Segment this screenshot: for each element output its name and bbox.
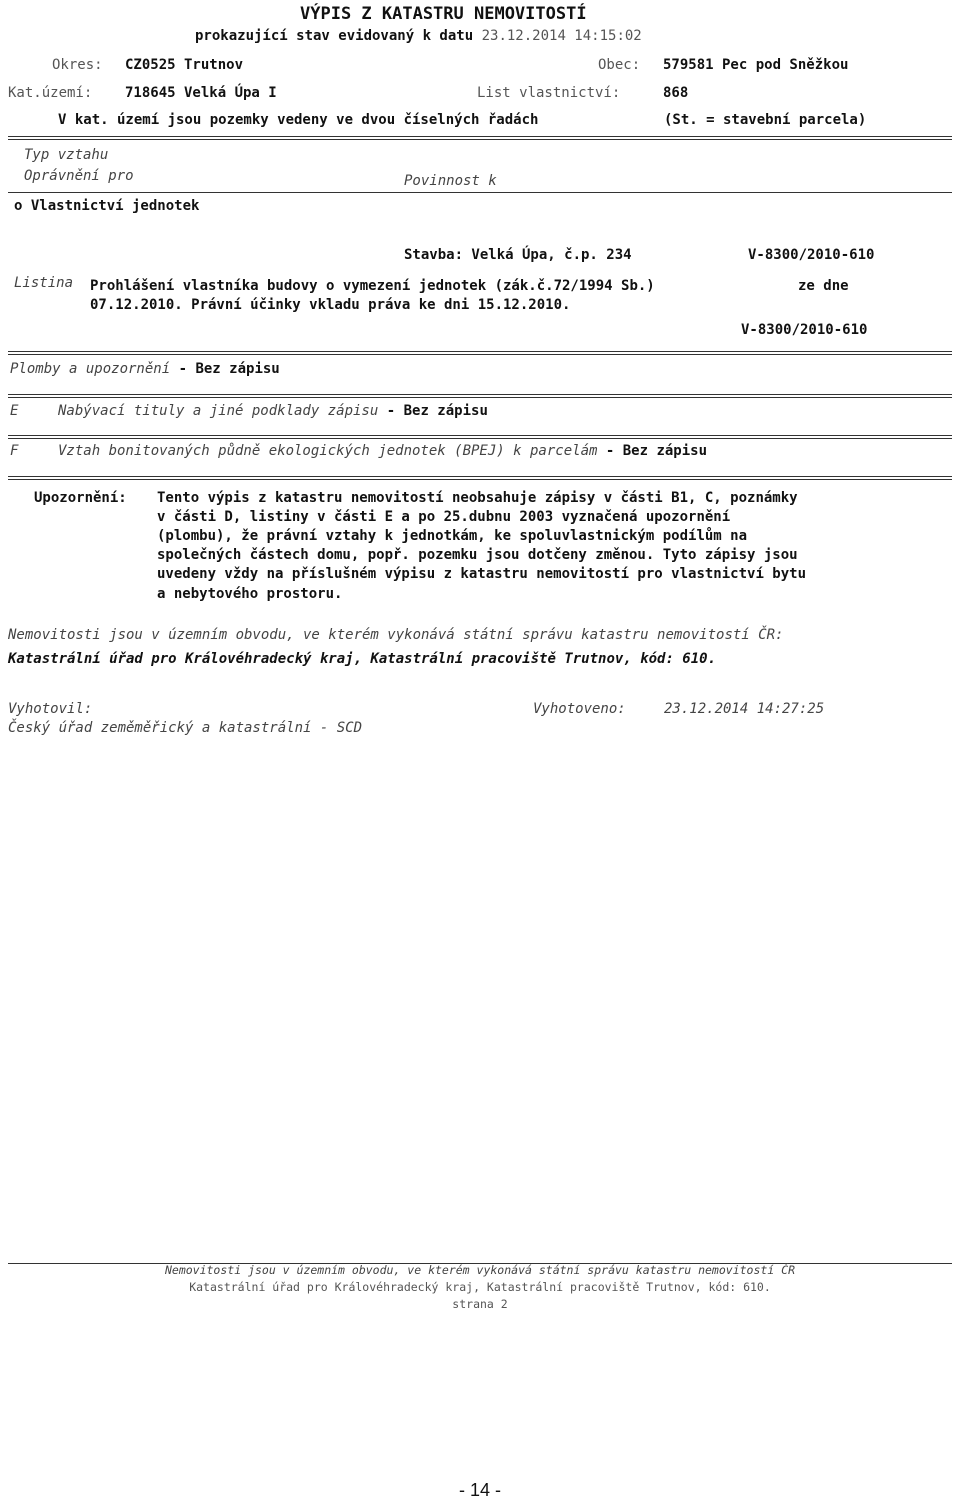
obec-label: Obec: bbox=[598, 57, 641, 73]
notice-line: společných částech domu, popř. pozemku jsou dotčeny změnou. Tyto zápisy jsou bbox=[157, 547, 798, 563]
notice-line: (plombu), že právní vztahy k jednotkám, ke spoluvlastnickým podílům na bbox=[157, 528, 748, 544]
divider bbox=[8, 136, 952, 137]
listina-label: Listina bbox=[14, 275, 74, 291]
notice-line: v části D, listiny v části E a po 25.dubnu 2003 vyznačená upozornění bbox=[157, 509, 731, 525]
divider bbox=[8, 438, 952, 439]
vkat-note: V kat. území jsou pozemky vedeny ve dvou číselných řadách bbox=[58, 112, 539, 128]
page-number: - 14 - bbox=[458, 1480, 501, 1500]
section-e-label: Nabývací tituly a jiné podklady zápisu bbox=[58, 403, 379, 419]
katuzemi-value: 718645 Velká Úpa I bbox=[125, 85, 277, 101]
section-e-value: - Bez zápisu bbox=[386, 403, 488, 419]
notice-label: Upozornění: bbox=[34, 490, 127, 506]
stavba-ref: V-8300/2010-610 bbox=[748, 247, 875, 263]
plomby-label: Plomby a upozornění bbox=[10, 361, 171, 377]
section-f-letter: F bbox=[10, 443, 19, 459]
okres-value: CZ0525 Trutnov bbox=[125, 57, 244, 73]
subtitle-text: prokazující stav evidovaný k datu bbox=[195, 28, 474, 44]
plomby-value: - Bez zápisu bbox=[178, 361, 280, 377]
opravneni-label: Oprávnění pro bbox=[24, 168, 134, 184]
subtitle-date: 23.12.2014 14:15:02 bbox=[481, 28, 642, 44]
divider bbox=[8, 354, 952, 355]
divider bbox=[8, 397, 952, 398]
footer-line1: Nemovitosti jsou v územním obvodu, ve kterém vykonává státní správu katastru nemovitostí ČR bbox=[164, 1263, 796, 1277]
listina-ze-dne: ze dne bbox=[798, 278, 849, 294]
footer-block bbox=[0, 1262, 960, 1313]
prepared-by-value: Český úřad zeměměřický a katastrální - SCD bbox=[8, 720, 363, 736]
lv-value: 868 bbox=[663, 85, 689, 101]
stavba-line: Stavba: Velká Úpa, č.p. 234 bbox=[404, 247, 632, 263]
katuzemi-label: Kat.území: bbox=[8, 85, 93, 101]
notice-line: a nebytového prostoru. bbox=[157, 586, 343, 602]
obec-value: 579581 Pec pod Sněžkou bbox=[663, 57, 849, 73]
prepared-date-value: 23.12.2014 14:27:25 bbox=[664, 701, 825, 717]
vlastnictvi-item: o Vlastnictví jednotek bbox=[14, 198, 200, 214]
prepared-date-label: Vyhotoveno: bbox=[533, 701, 626, 717]
notice-line: uvedeny vždy na příslušném výpisu z katastru nemovitostí pro vlastnictví bytu bbox=[157, 566, 807, 582]
office-line2: Katastrální úřad pro Královéhradecký kraj, Katastrální pracoviště Trutnov, kód: 610. bbox=[8, 651, 717, 667]
document-subtitle bbox=[195, 28, 642, 44]
divider bbox=[8, 351, 952, 352]
section-e-row bbox=[58, 403, 488, 419]
section-f-value: - Bez zápisu bbox=[605, 443, 708, 459]
prepared-by-label: Vyhotovil: bbox=[8, 701, 93, 717]
section-e-letter: E bbox=[10, 403, 19, 419]
divider bbox=[8, 479, 952, 480]
divider bbox=[8, 139, 952, 140]
footer-page-label: strana 2 bbox=[452, 1297, 508, 1311]
lv-label: List vlastnictví: bbox=[477, 85, 621, 101]
listina-line2: 07.12.2010. Právní účinky vkladu práva ke dni 15.12.2010. bbox=[90, 297, 571, 313]
section-f-label: Vztah bonitovaných půdně ekologických jednotek (BPEJ) k parcelám bbox=[58, 443, 598, 459]
plomby-row bbox=[10, 361, 280, 377]
listina-line1: Prohlášení vlastníka budovy o vymezení jednotek (zák.č.72/1994 Sb.) bbox=[90, 278, 655, 294]
divider bbox=[8, 394, 952, 395]
listina-ref: V-8300/2010-610 bbox=[741, 322, 868, 338]
divider bbox=[8, 476, 952, 477]
office-line1: Nemovitosti jsou v územním obvodu, ve kterém vykonává státní správu katastru nemovitostí ČR: bbox=[8, 627, 784, 643]
document-title: VÝPIS Z KATASTRU NEMOVITOSTÍ bbox=[300, 4, 587, 24]
povinnost-label: Povinnost k bbox=[404, 173, 497, 189]
typ-vztahu-label: Typ vztahu bbox=[24, 147, 109, 163]
stavebni-parcela-note: (St. = stavební parcela) bbox=[664, 112, 867, 128]
divider bbox=[8, 192, 952, 193]
footer-line2: Katastrální úřad pro Královéhradecký kraj, Katastrální pracoviště Trutnov, kód: 610. bbox=[189, 1280, 771, 1294]
okres-label: Okres: bbox=[52, 57, 103, 73]
notice-line: Tento výpis z katastru nemovitostí neobsahuje zápisy v části B1, C, poznámky bbox=[157, 490, 798, 506]
divider bbox=[8, 435, 952, 436]
section-f-row bbox=[58, 443, 707, 459]
